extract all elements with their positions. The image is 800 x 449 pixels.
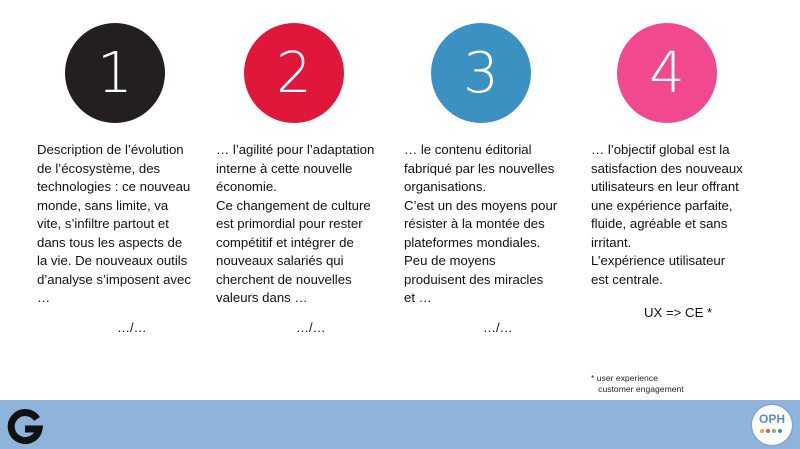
step-3-description (404, 141, 557, 308)
text-line: résister à la montée des (404, 216, 545, 231)
step-2-number: 2 (276, 40, 312, 106)
text-line: irritant. (591, 234, 632, 250)
text-line: … l’objectif global est la (591, 142, 730, 157)
text-line: plateformes mondiales. (404, 234, 541, 250)
footnote (591, 373, 684, 395)
text-line: … le contenu éditorial (404, 142, 532, 157)
footnote-line: * user experience (591, 373, 658, 383)
text-line: organisations. (404, 179, 487, 194)
text-line: technologies : ce nouveau (37, 179, 191, 194)
text-line: économie. (216, 179, 277, 194)
g-logo-icon[interactable] (7, 409, 43, 445)
step-3-continuation: …/… (483, 320, 513, 335)
step-2-continuation: …/… (296, 320, 326, 335)
text-line: cherchent de nouvelles (216, 271, 352, 287)
oph-logo-dots-icon (759, 427, 785, 435)
step-2-description (216, 141, 374, 308)
text-line: monde, sans limite, va (37, 197, 169, 213)
text-line: nouveaux salariés qui (216, 253, 344, 268)
text-line: utilisateurs en leur offrant (591, 179, 739, 194)
text-line: la vie. De nouveaux outils (37, 253, 188, 268)
footnote-line: customer engagement (591, 384, 684, 394)
text-line: fluide, agréable et sans (591, 216, 728, 231)
text-line: vite, s’infiltre partout et (37, 216, 169, 231)
text-line: est centrale. (591, 271, 663, 287)
text-line: Ce changement de culture (216, 197, 371, 213)
text-line: d’analyse s’imposent avec (37, 271, 191, 287)
step-1-circle (65, 23, 165, 123)
step-3-circle (431, 23, 531, 123)
ux-ce-formula: UX => CE * (644, 305, 713, 320)
step-4-number: 4 (649, 40, 685, 106)
text-line: dans tous les aspects de (37, 234, 183, 250)
text-line: … (37, 290, 51, 305)
step-3-number: 3 (463, 40, 499, 106)
step-4-description (591, 141, 743, 289)
oph-logo-text: OPH (758, 412, 785, 426)
text-line: une expérience parfaite, (591, 197, 733, 213)
step-1-description (37, 141, 191, 308)
text-line: L’expérience utilisateur (591, 253, 726, 268)
step-1-continuation: …/… (117, 320, 147, 335)
oph-logo-badge[interactable] (752, 405, 792, 445)
step-1-number: 1 (97, 40, 133, 106)
footer-bar (0, 400, 800, 449)
text-line: de l’écosystème, des (37, 160, 161, 176)
text-line: … l’agilité pour l’adaptation (216, 142, 375, 157)
text-line: C’est un des moyens pour (404, 197, 558, 213)
text-line: satisfaction des nouveaux (591, 160, 743, 176)
text-line: est primordial pour rester (216, 216, 363, 231)
text-line: Peu de moyens (404, 253, 496, 268)
text-line: produisent des miracles (404, 271, 544, 287)
step-2-circle (244, 23, 344, 123)
text-line: compétitif et intégrer de (216, 234, 354, 250)
text-line: Description de l’évolution (37, 142, 184, 157)
text-line: et … (404, 290, 432, 305)
text-line: interne à cette nouvelle (216, 160, 353, 176)
text-line: fabriqué par les nouvelles (404, 160, 555, 176)
step-4-circle (617, 23, 717, 123)
text-line: valeurs dans … (216, 290, 308, 305)
